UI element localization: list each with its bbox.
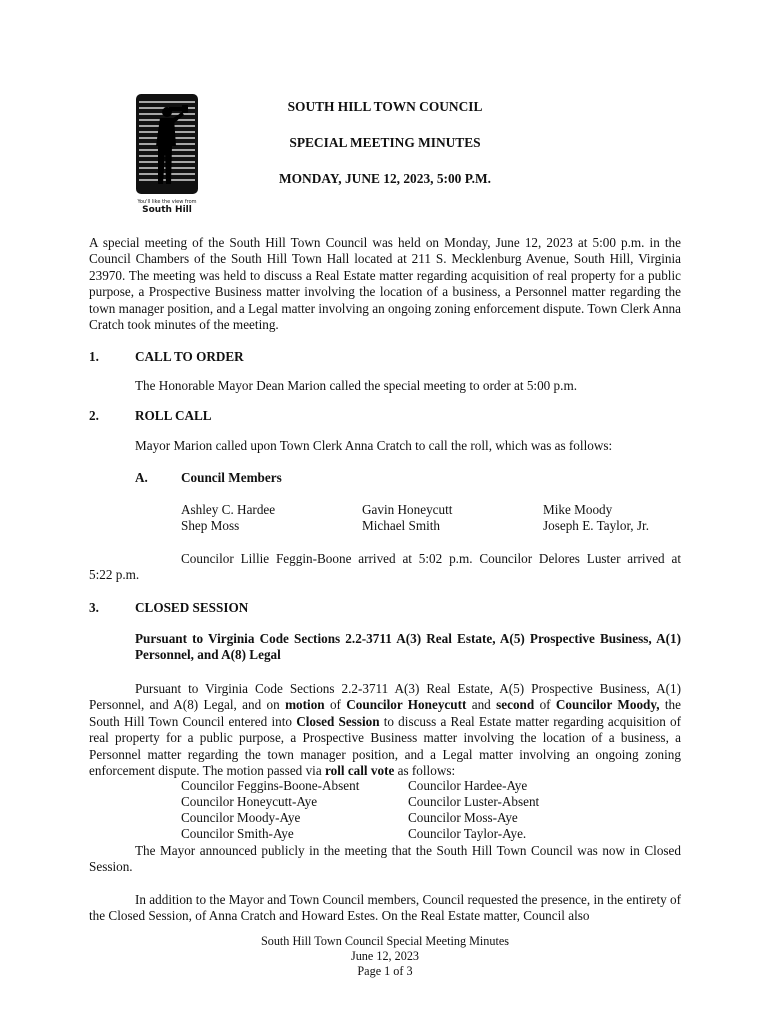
member-name: Michael Smith <box>362 518 441 533</box>
section-3-number: 3. <box>89 600 99 615</box>
minutes-title: SPECIAL MEETING MINUTES <box>289 135 481 150</box>
footer-date: June 12, 2023 <box>350 949 420 963</box>
section-1-number: 1. <box>89 349 99 364</box>
vote-entry: Councilor Smith-Aye <box>181 826 294 841</box>
arrival-note: Councilor Lillie Feggin-Boone arrived at 5:02 p.m. Councilor Delores Luster arrived at <box>181 551 681 566</box>
section-2-number: 2. <box>89 408 99 423</box>
closed-session-heading: Pursuant to Virginia Code Sections 2.2-3711 A(3) Real Estate, A(5) Prospective Business, A(1) Personnel, and A(8) Legal <box>135 631 681 663</box>
vote-entry: Councilor Feggins-Boone-Absent <box>181 778 360 793</box>
section-2-text: Mayor Marion called upon Town Clerk Anna Cratch to call the roll, which was as follows: <box>135 438 613 453</box>
member-name: Shep Moss <box>181 518 240 533</box>
member-name: Ashley C. Hardee <box>181 502 276 517</box>
vote-entry: Councilor Luster-Absent <box>408 794 540 809</box>
footer-document-title: South Hill Town Council Special Meeting Minutes <box>260 934 510 948</box>
council-members-list <box>181 502 681 536</box>
footer-page-number: Page 1 of 3 <box>357 964 413 978</box>
section-1-title: CALL TO ORDER <box>135 349 244 364</box>
closed-session-announcement: The Mayor announced publicly in the meeting that the South Hill Town Council was now in Closed Session. <box>89 843 681 875</box>
closed-session-attendees: In addition to the Mayor and Town Council members, Council requested the presence, in the entirety of the Closed Session, of Anna Cratch and Howard Estes. On the Real Estate matter, Council also <box>89 892 681 924</box>
vote-entry: Councilor Moody-Aye <box>181 810 301 825</box>
vote-entry: Councilor Hardee-Aye <box>408 778 528 793</box>
member-name: Mike Moody <box>543 502 613 517</box>
member-name: Joseph E. Taylor, Jr. <box>543 518 649 533</box>
section-1-text: The Honorable Mayor Dean Marion called the special meeting to order at 5:00 p.m. <box>135 378 578 393</box>
logo-tagline: You'll like the view from <box>137 199 197 206</box>
member-name: Gavin Honeycutt <box>362 502 453 517</box>
section-2-title: ROLL CALL <box>135 408 212 423</box>
section-3-title: CLOSED SESSION <box>135 600 249 615</box>
closed-session-motion: Pursuant to Virginia Code Sections 2.2-3711 A(3) Real Estate, A(5) Prospective Business, A(1) Personnel, and A(8) Legal, and on motion of Councilor Honeycutt and second of Councilor Moody, the South Hill Town Council entered into Closed Session to discuss a Real Estate matter regarding acquisition of real property for a public purpose, a Prospective Business matter involving the location of a business, a Personnel matter regarding the town manager position, and a Legal matter involving an ongoing zoning enforcement dispute. The motion passed via roll call vote as follows: <box>89 681 681 779</box>
meeting-date: MONDAY, JUNE 12, 2023, 5:00 P.M. <box>278 171 492 186</box>
arrival-note-continued: 5:22 p.m. <box>89 567 140 582</box>
subsection-a-letter: A. <box>135 470 148 485</box>
intro-paragraph: A special meeting of the South Hill Town Council was held on Monday, June 12, 2023 at 5:00 p.m. in the Council Chambers of the South Hill Town Hall located at 211 S. Mecklenburg Avenue, South Hill, Virginia 23970. The meeting was held to discuss a Real Estate matter regarding acquisition of real property for a public purpose, a Prospective Business matter involving the location of a business, a Personnel matter regarding the town manager position, and a Legal matter involving an ongoing zoning enforcement dispute. Town Clerk Anna Cratch took minutes of the meeting. <box>89 235 681 333</box>
subsection-a-title: Council Members <box>181 470 282 485</box>
vote-entry: Councilor Honeycutt-Aye <box>181 794 318 809</box>
council-title: SOUTH HILL TOWN COUNCIL <box>287 99 483 114</box>
logo-name: South Hill <box>142 205 192 216</box>
vote-entry: Councilor Taylor-Aye. <box>408 826 527 841</box>
vote-entry: Councilor Moss-Aye <box>408 810 518 825</box>
roll-call-votes <box>181 778 601 844</box>
